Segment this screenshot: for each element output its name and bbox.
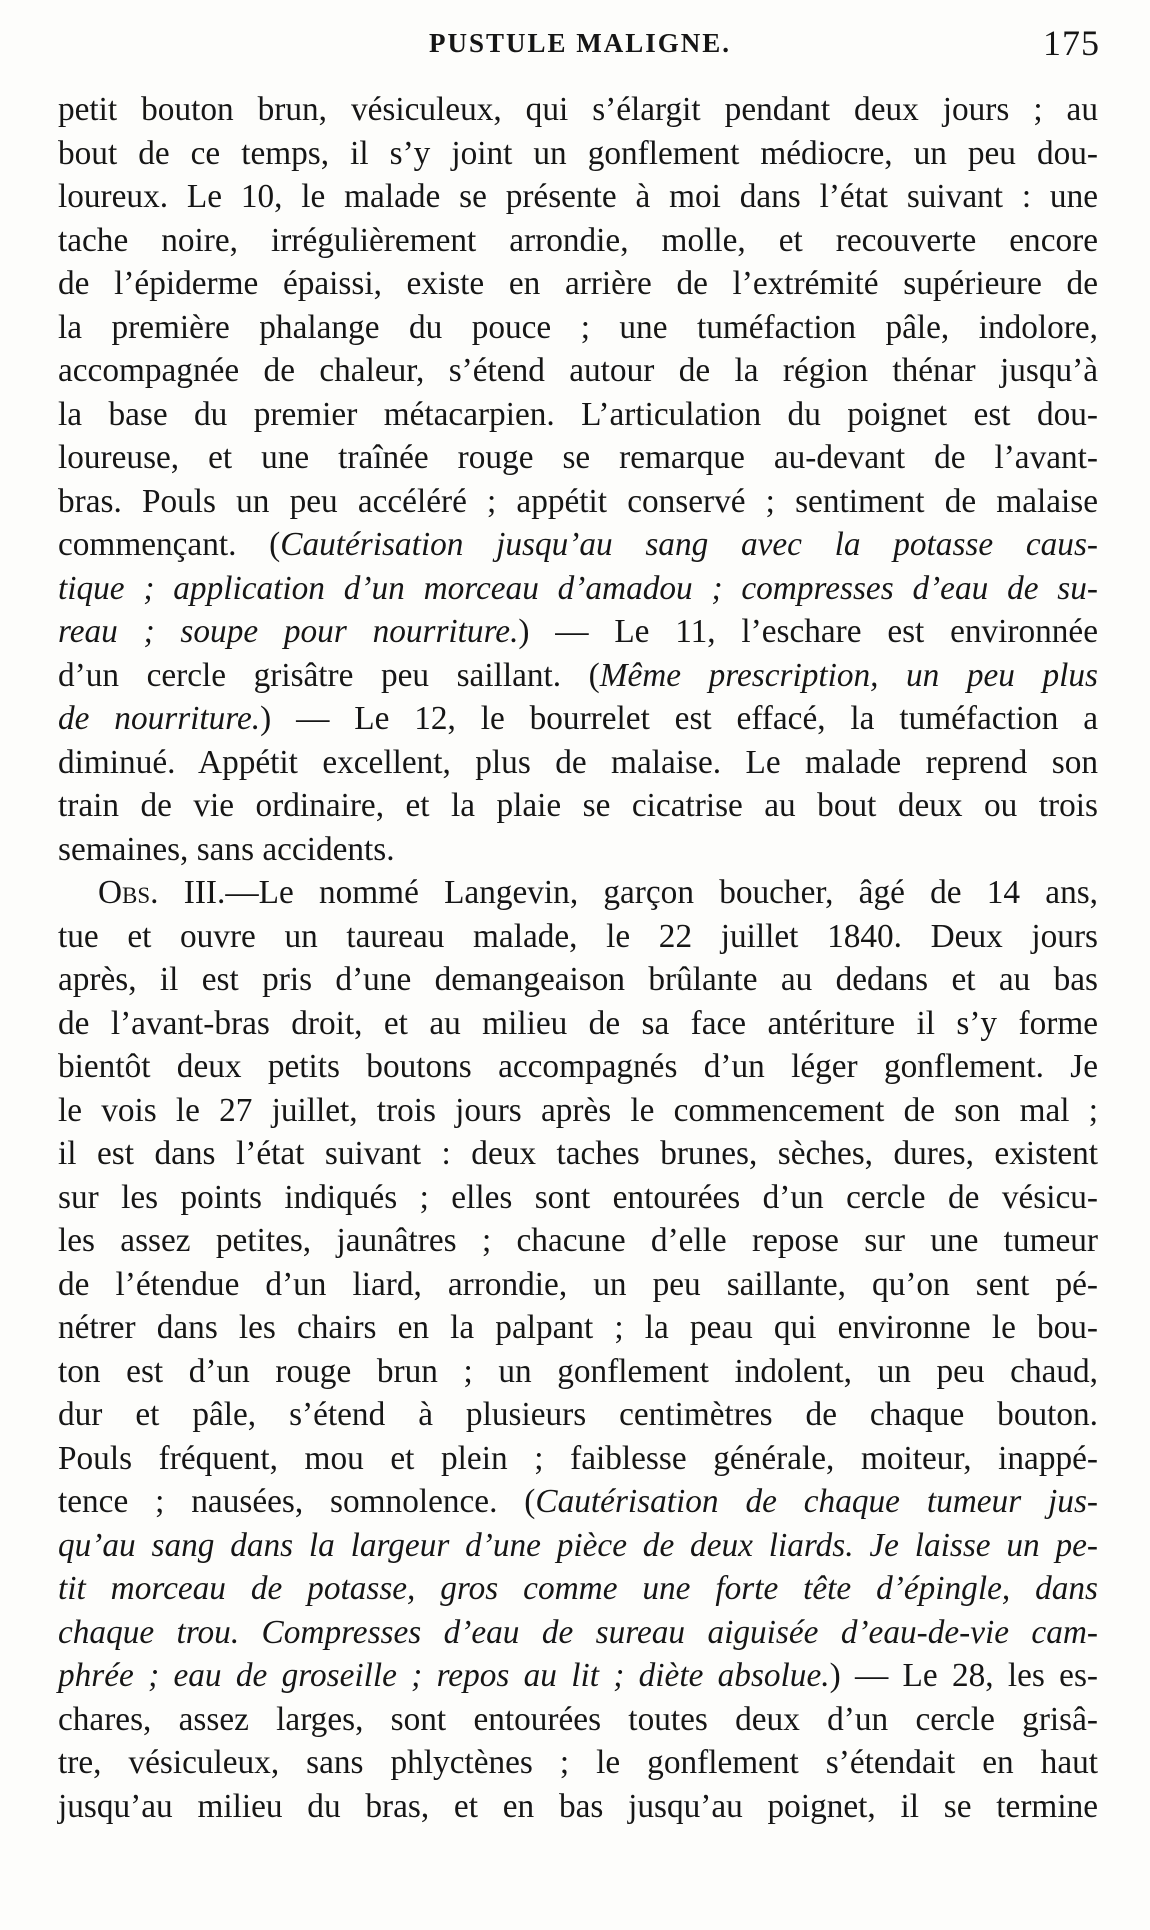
text-line: [58, 523, 1098, 567]
text-span: tence ; nausées, somnolence. (: [58, 1483, 536, 1520]
text-line: [58, 828, 1098, 872]
text-span: train de vie ordinaire, et la plaie se cicatrise au bout deux ou trois: [58, 787, 1098, 824]
text-line: [58, 1045, 1098, 1089]
italic-text: Cautérisation de chaque tumeur jus-: [535, 1483, 1098, 1520]
text-line: [58, 1393, 1098, 1437]
text-line: [58, 1002, 1098, 1046]
text-line: [58, 1263, 1098, 1307]
text-span: le vois le 27 juillet, trois jours après le commencement de son mal ;: [58, 1091, 1098, 1129]
italic-text: tique ; application d’un morceau d’amadou ; compresses d’eau de su-: [58, 569, 1098, 607]
italic-text: tit morceau de potasse, gros comme une forte tête d’épingle, dans: [58, 1570, 1098, 1607]
text-span: après, il est pris d’une demangeaison brûlante au dedans et au bas: [58, 961, 1098, 998]
text-line: [58, 1741, 1098, 1785]
text-line: [58, 697, 1098, 741]
running-title: PUSTULE MALIGNE.: [428, 28, 732, 58]
text-span: semaines, sans accidents.: [58, 830, 395, 868]
text-line: [58, 132, 1098, 176]
text-span: ) — Le 11, l’eschare est environnée: [518, 613, 1098, 650]
text-span: ton est d’un rouge brun ; un gonflement indolent, un peu chaud,: [58, 1352, 1098, 1390]
text-line: [58, 349, 1098, 393]
text-line: [58, 1437, 1098, 1481]
text-span: petit bouton brun, vésiculeux, qui s’élargit pendant deux jours ; au: [58, 91, 1098, 128]
page-header: [60, 22, 1100, 66]
text-span: tue et ouvre un taureau malade, le 22 juillet 1840. Deux jours: [58, 917, 1098, 955]
text-span: tre, vésiculeux, sans phlyctènes ; le gonflement s’étendait en haut: [58, 1744, 1098, 1781]
italic-text: Même prescription, un peu plus: [599, 656, 1098, 694]
text-line: [58, 1654, 1098, 1698]
text-span: jusqu’au milieu du bras, et en bas jusqu’au poignet, il se termine: [58, 1787, 1098, 1825]
text-span: III.—Le nommé Langevin, garçon boucher, âgé de 14 ans,: [158, 874, 1098, 911]
text-span: sur les points indiqués ; elles sont entourées d’un cercle de vésicu-: [58, 1178, 1098, 1216]
text-span: diminué. Appétit excellent, plus de malaise. Le malade reprend son: [58, 743, 1098, 781]
text-span: ) — Le 28, les es-: [829, 1657, 1098, 1694]
text-span: bout de ce temps, il s’y joint un gonflement médiocre, un peu dou-: [58, 134, 1098, 172]
italic-text: qu’au sang dans la largeur d’une pièce de deux liards. Je laisse un pe-: [58, 1526, 1098, 1564]
text-span: d’un cercle grisâtre peu saillant. (: [58, 656, 600, 694]
italic-text: de nourriture.: [58, 700, 261, 737]
text-line: [58, 1698, 1098, 1742]
text-line: [58, 1176, 1098, 1220]
text-line: [58, 1611, 1098, 1655]
text-line: [58, 1524, 1098, 1568]
italic-text: phrée ; eau de groseille ; repos au lit ; diète absolue.: [58, 1657, 830, 1694]
body-text: [58, 88, 1098, 1828]
text-line: [58, 567, 1098, 611]
text-span: loureuse, et une traînée rouge se remarque au-devant de l’avant-: [58, 439, 1098, 476]
text-line: [58, 1785, 1098, 1829]
text-line: [58, 88, 1098, 132]
text-line: [58, 219, 1098, 263]
text-span: il est dans l’état suivant : deux taches brunes, sèches, dures, existent: [58, 1135, 1098, 1172]
text-line: [58, 1132, 1098, 1176]
text-line: [58, 1306, 1098, 1350]
text-line: [58, 1219, 1098, 1263]
text-span: Pouls fréquent, mou et plein ; faiblesse générale, moiteur, inappé-: [58, 1439, 1098, 1477]
text-line: [58, 654, 1098, 698]
text-line: [58, 741, 1098, 785]
italic-text: Cautérisation jusqu’au sang avec la potasse caus-: [280, 526, 1098, 563]
text-span: la base du premier métacarpien. L’articulation du poignet est dou-: [58, 395, 1098, 433]
text-line: [58, 262, 1098, 306]
text-span: dur et pâle, s’étend à plusieurs centimètres de chaque bouton.: [58, 1396, 1098, 1433]
text-line: [58, 1350, 1098, 1394]
text-line: [58, 958, 1098, 1002]
text-line: [58, 915, 1098, 959]
text-line: [58, 610, 1098, 654]
text-line: [58, 175, 1098, 219]
text-line: [58, 784, 1098, 828]
text-span: nétrer dans les chairs en la palpant ; la peau qui environne le bou-: [58, 1309, 1098, 1346]
text-line: [58, 436, 1098, 480]
text-line: [58, 1480, 1098, 1524]
text-span: commençant. (: [58, 526, 281, 563]
text-span: ) — Le 12, le bourrelet est effacé, la tuméfaction a: [260, 700, 1098, 737]
text-line: [58, 1567, 1098, 1611]
text-span: les assez petites, jaunâtres ; chacune d’elle repose sur une tumeur: [58, 1222, 1098, 1259]
text-span: de l’avant-bras droit, et au milieu de sa face antériture il s’y forme: [58, 1004, 1098, 1042]
text-span: accompagnée de chaleur, s’étend autour de la région thénar jusqu’à: [58, 352, 1098, 389]
text-span: de l’épiderme épaissi, existe en arrière de l’extrémité supérieure de: [58, 265, 1098, 302]
text-span: la première phalange du pouce ; une tuméfaction pâle, indolore,: [58, 308, 1098, 346]
text-line: [58, 480, 1098, 524]
text-line: [58, 1089, 1098, 1133]
text-span: bras. Pouls un peu accéléré ; appétit conservé ; sentiment de malaise: [58, 482, 1098, 520]
text-span: bientôt deux petits boutons accompagnés d’un léger gonflement. Je: [58, 1048, 1098, 1085]
text-line: [58, 871, 1098, 915]
text-span: de l’étendue d’un liard, arrondie, un peu saillante, qu’on sent pé-: [58, 1265, 1098, 1303]
text-line: [58, 393, 1098, 437]
italic-text: chaque trou. Compresses d’eau de sureau aiguisée d’eau-de-vie cam-: [58, 1613, 1098, 1651]
text-span: tache noire, irrégulièrement arrondie, molle, et recouverte encore: [58, 221, 1098, 259]
small-caps-text: Obs.: [98, 874, 159, 911]
text-line: [58, 306, 1098, 350]
page-number: 175: [1043, 23, 1100, 63]
text-span: chares, assez larges, sont entourées toutes deux d’un cercle grisâ-: [58, 1700, 1098, 1738]
italic-text: reau ; soupe pour nourriture.: [58, 613, 519, 650]
text-span: loureux. Le 10, le malade se présente à moi dans l’état suivant : une: [58, 178, 1098, 215]
